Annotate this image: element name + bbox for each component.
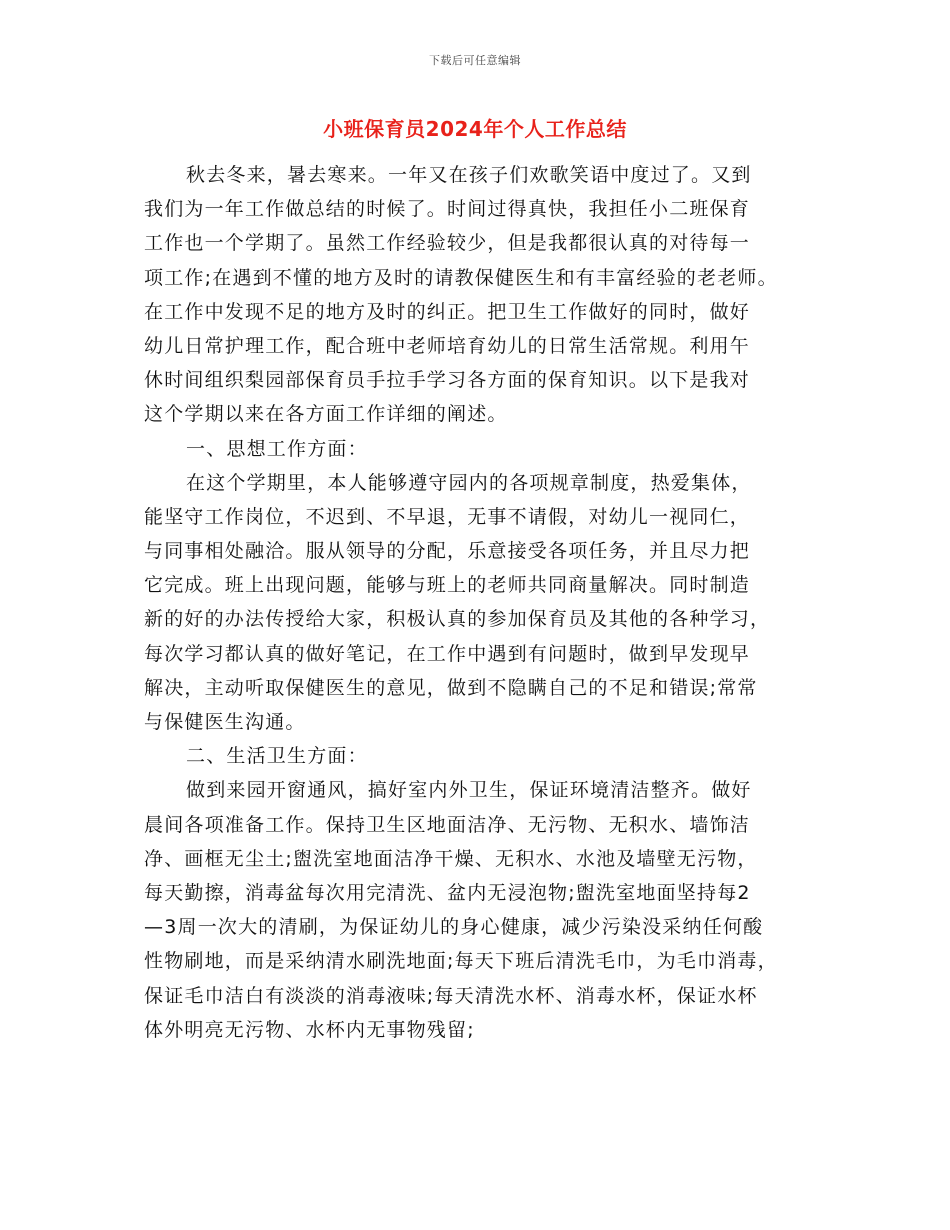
header-note: 下载后可任意编辑 (429, 54, 521, 67)
paragraph-line: 幼儿日常护理工作，配合班中老师培育幼儿的日常生活常规。利用午 (144, 334, 751, 357)
paragraph-line: 解决，主动听取保健医生的意见，做到不隐瞒自己的不足和错误;常常 (144, 676, 758, 699)
paragraph-line: 做到来园开窗通风，搞好室内外卫生，保证环境清洁整齐。做好 (186, 779, 752, 802)
paragraph-line: 能坚守工作岗位，不迟到、不早退，无事不请假，对幼儿一视同仁， (144, 505, 751, 528)
paragraph-line: 秋去冬来，暑去寒来。一年又在孩子们欢歌笑语中度过了。又到 (186, 164, 752, 186)
paragraph-line: 保证毛巾洁白有淡淡的消毒液味;每天清洗水杯、消毒水杯，保证水杯 (144, 984, 758, 1007)
paragraph-line: 在工作中发现不足的地方及时的纠正。把卫生工作做好的同时，做好 (144, 300, 751, 323)
paragraph-line: 体外明亮无污物、水杯内无事物残留; (144, 1018, 475, 1041)
paragraph-line: 每天勤擦，消毒盆每次用完清洗、盆内无浸泡物;盥洗室地面坚持每2 (144, 881, 751, 904)
section-heading: 二、生活卫生方面： (186, 745, 368, 768)
paragraph-line: 净、画框无尘土;盥洗室地面洁净干燥、无积水、水池及墙壁无污物， (144, 847, 758, 870)
paragraph-line: 工作也一个学期了。虽然工作经验较少，但是我都很认真的对待每一 (144, 232, 751, 255)
paragraph-line: 休时间组织梨园部保育员手拉手学习各方面的保育知识。以下是我对 (144, 369, 751, 392)
paragraph-line: 与保健医生沟通。 (144, 711, 306, 733)
paragraph-line: 性物刷地，而是采纳清水刷洗地面;每天下班后清洗毛巾，为毛巾消毒， (144, 950, 778, 973)
document-title: 小班保育员2024年个人工作总结 (323, 117, 627, 141)
paragraph-line: 在这个学期里，本人能够遵守园内的各项规章制度，热爱集体， (186, 471, 752, 494)
paragraph-line: 项工作;在遇到不懂的地方及时的请教保健医生和有丰富经验的老老师。 (144, 266, 778, 289)
paragraph-line: —3周一次大的清刷，为保证幼儿的身心健康，减少污染没采纳任何酸 (144, 916, 764, 939)
paragraph-line: 它完成。班上出现问题，能够与班上的老师共同商量解决。同时制造 (144, 574, 751, 597)
paragraph-line: 晨间各项准备工作。保持卫生区地面洁净、无污物、无积水、墙饰洁 (144, 813, 751, 836)
document-body (144, 158, 824, 1047)
paragraph-line: 这个学期以来在各方面工作详细的阐述。 (144, 403, 508, 426)
paragraph-line: 新的好的办法传授给大家，积极认真的参加保育员及其他的各种学习， (144, 608, 771, 631)
paragraph-line: 每次学习都认真的做好笔记，在工作中遇到有问题时，做到早发现早 (144, 642, 751, 665)
paragraph-line: 与同事相处融洽。服从领导的分配，乐意接受各项任务，并且尽力把 (144, 540, 751, 563)
section-heading: 一、思想工作方面： (186, 437, 368, 460)
paragraph-line: 我们为一年工作做总结的时候了。时间过得真快，我担任小二班保育 (144, 198, 751, 221)
